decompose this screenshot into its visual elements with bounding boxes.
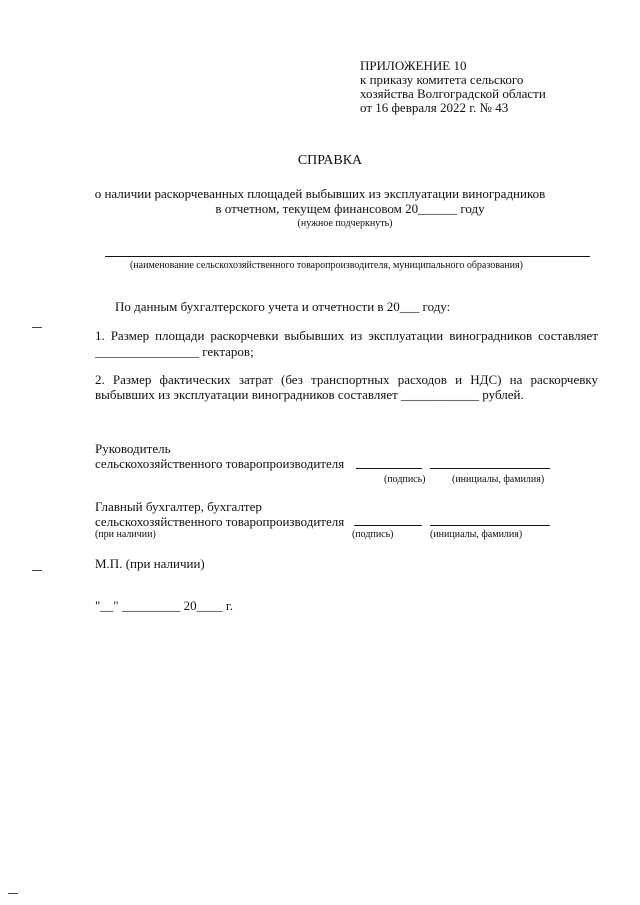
manager-role: Руководитель [95,441,171,456]
accountant-signature-caption: (подпись) [352,529,394,540]
accountant-note: (при наличии) [95,529,156,540]
accountant-role: Главный бухгалтер, бухгалтер [95,499,262,514]
accountant-name-caption: (инициалы, фамилия) [430,529,523,540]
item1-paragraph: 1. Размер площади раскорчевки выбывших из эксплуатации виноградников составляет [95,328,598,343]
subtitle-line: о наличии раскорчеванных площадей выбывших из эксплуатации виноградников [94,186,546,201]
document-title: СПРАВКА [297,153,363,168]
appendix-committee-line: хозяйства Волгоградской области [360,86,546,101]
manager-org: сельскохозяйственного товаропроизводителя [95,456,345,471]
item2-paragraph: 2. Размер фактических затрат (без транспортных расходов и НДС) на раскорчевку [95,372,598,387]
accountant-signature-line [354,525,422,526]
intro-paragraph: По данным бухгалтерского учета и отчетности в 20___ году: [115,299,451,314]
scan-mark [8,893,18,894]
date-line: "__" _________ 20____ г. [95,598,233,613]
manager-signature-caption: (подпись) [384,474,426,485]
scan-mark [32,327,42,328]
appendix-date-line: от 16 февраля 2022 г. № 43 [360,100,509,115]
item1-hectares-line: ________________ гектаров; [95,344,254,359]
item2-costs-line: выбывших из эксплуатации виноградников составляет ____________ рублей. [95,387,524,402]
appendix-title: ПРИЛОЖЕНИЕ 10 [360,58,467,73]
manager-name-line [430,468,550,469]
scan-mark [32,570,42,571]
appendix-order-line: к приказу комитета сельского [360,72,524,87]
subtitle-year-line: в отчетном, текущем финансовом 20______ году [215,201,485,216]
subtitle-note: (нужное подчеркнуть) [297,218,393,229]
producer-name-line [105,256,590,257]
accountant-name-line [430,525,550,526]
stamp-place: М.П. (при наличии) [95,556,205,571]
manager-name-caption: (инициалы, фамилия) [452,474,545,485]
manager-signature-line [356,468,422,469]
accountant-org: сельскохозяйственного товаропроизводителя [95,514,345,529]
producer-name-caption: (наименование сельскохозяйственного товаропроизводителя, муниципального образования) [130,260,523,271]
